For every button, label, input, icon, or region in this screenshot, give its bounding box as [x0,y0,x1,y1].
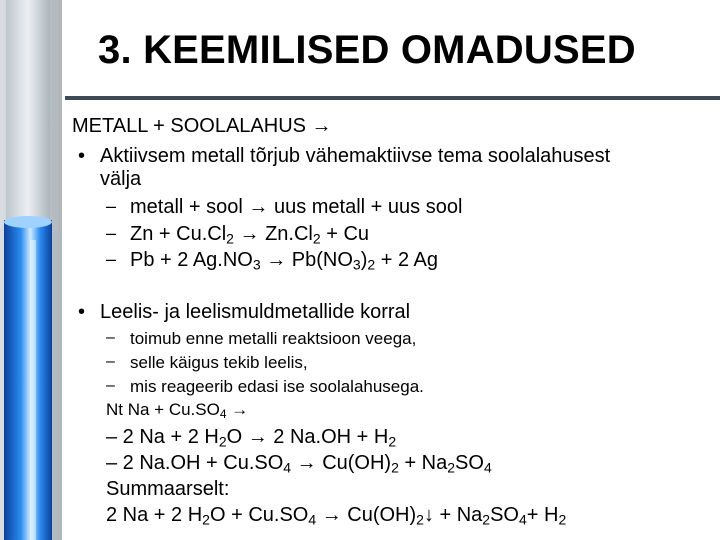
sub-item-3: mis reageerib edasi ise soolalahusega. [130,377,424,396]
bullet-marker: • [78,301,86,323]
sub-item-2: selle käigus tekib leelis, [130,353,308,372]
dash-marker: – [106,223,117,243]
bullet-marker: • [78,145,86,167]
dash-marker: – [106,377,115,394]
sub-item-1: toimub enne metalli reaktsioon veega, [130,329,417,348]
reaction-2: – 2 $Na.OH + Cu.SO_4 \to Cu(OH)_2 + Na_2SO_4$ [106,452,492,476]
bullet-aktiivsem: Aktiivsem metall tõrjub vähemaktiivse tema soolalahusest [100,145,611,167]
heading-line [72,115,332,138]
test-tube-icon [0,0,62,540]
reaction-1: – 2 Na + 2 $H_2O \to 2$ $Na.OH + H_2$ [106,426,397,450]
dash-marker: – [106,353,115,370]
dash-marker: – [106,249,117,269]
reaction-total: 2 Na + 2 $H_2O + Cu.SO_4$ → $Cu(OH)_2↓ + Na_2SO_4+ H_2$ [106,504,567,528]
example-line: Nt $Na + Cu.SO_4$ → [106,400,249,421]
equation-lead: Pb + 2 $Ag.NO_3 \to Pb(NO_3)_2 + 2$ Ag [130,249,439,273]
arrow-icon: → [311,115,332,137]
title-divider [65,96,720,100]
equation-zinc: $Zn + Cu.Cl_2 \to Zn.Cl_2 + Cu$ [130,223,370,247]
dash-marker: – [106,196,117,216]
summary-label: Summaarselt: [106,478,230,500]
bullet-leelis: Leelis- ja leelismuldmetallide korral [100,301,411,323]
dash-marker: – [106,329,115,346]
decorative-test-tube-photo [0,0,62,540]
heading-text: METALL + SOOLALAHUS [72,115,306,137]
equation-general: metall + sool → uus metall + uus sool [130,196,463,218]
page-title: 3. KEEMILISED OMADUSED [98,28,636,72]
bullet-aktiivsem-cont: välja [100,168,142,190]
